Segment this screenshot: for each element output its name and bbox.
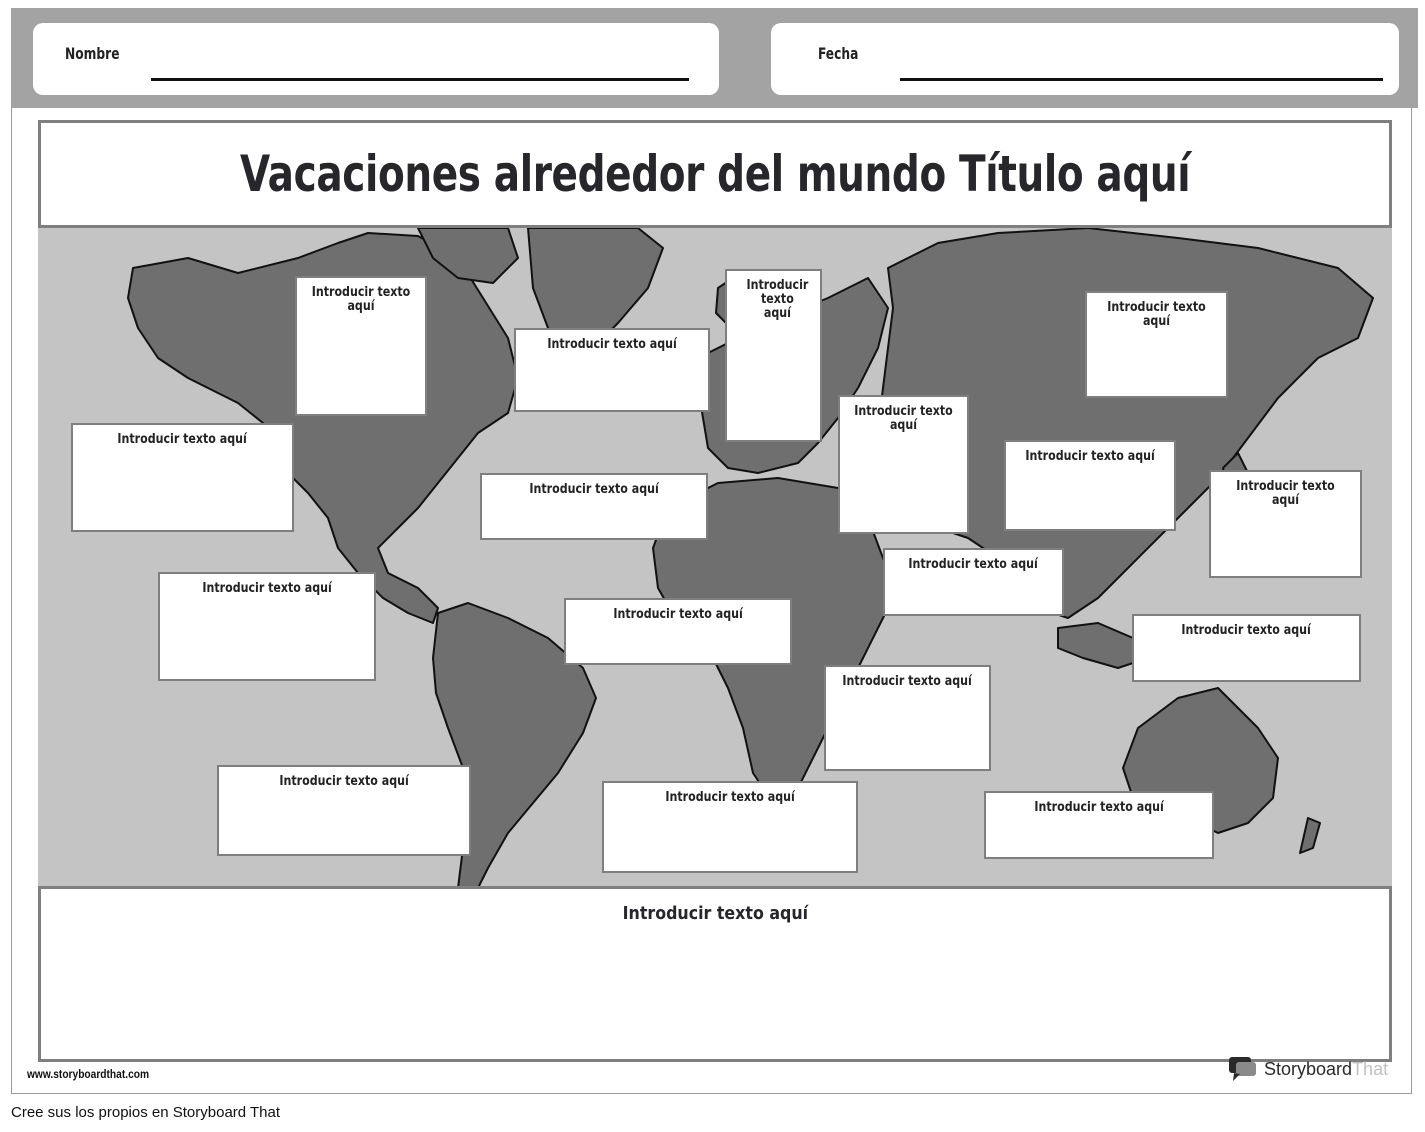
text-card[interactable] xyxy=(883,548,1064,616)
name-input-line[interactable] xyxy=(151,78,689,81)
card-text: Introducir texto aquí xyxy=(1236,479,1335,508)
date-label: Fecha xyxy=(818,44,859,63)
card-text: Introducir texto aquí xyxy=(842,674,973,689)
text-card[interactable] xyxy=(1085,291,1228,398)
card-text: Introducir texto aquí xyxy=(202,581,332,596)
card-text: Introducir texto aquí xyxy=(311,285,411,314)
text-card[interactable] xyxy=(158,572,376,681)
text-card[interactable] xyxy=(602,781,858,873)
card-text: Introducir texto aquí xyxy=(279,774,409,789)
text-card[interactable] xyxy=(514,328,710,412)
card-text: Introducir texto aquí xyxy=(117,432,248,447)
card-text: Introducir texto aquí xyxy=(529,482,659,497)
text-card[interactable] xyxy=(564,598,792,665)
name-label: Nombre xyxy=(65,44,120,63)
card-text: Introducir texto aquí xyxy=(1181,623,1312,638)
text-card[interactable] xyxy=(217,765,471,856)
title-box[interactable] xyxy=(38,120,1392,228)
text-card[interactable] xyxy=(1004,440,1176,531)
brand-name-part2: That xyxy=(1352,1058,1389,1079)
text-card[interactable] xyxy=(824,665,991,771)
card-text: Introducir texto aquí xyxy=(665,790,795,805)
text-card[interactable] xyxy=(838,395,969,534)
card-text: Introducir texto aquí xyxy=(547,337,677,352)
bottom-text-box[interactable] xyxy=(38,886,1392,1062)
card-text: Introducir texto aquí xyxy=(1034,800,1164,815)
date-field-box xyxy=(771,23,1399,95)
date-input-line[interactable] xyxy=(900,78,1383,81)
storyboardthat-logo xyxy=(1228,1056,1388,1082)
card-text: Introducir texto aquí xyxy=(1025,449,1155,464)
text-card[interactable] xyxy=(1209,470,1362,578)
site-url: www.storyboardthat.com xyxy=(27,1067,150,1081)
speech-bubble-icon xyxy=(1228,1056,1258,1082)
card-text: Introducir texto aquí xyxy=(908,557,1039,572)
text-card[interactable] xyxy=(295,276,427,416)
footer-text: Cree sus los propios en Storyboard That xyxy=(11,1104,281,1121)
name-field-box xyxy=(33,23,719,95)
brand-name-part1: Storyboard xyxy=(1264,1058,1353,1079)
page-title: Vacaciones alrededor del mundo Título aquí xyxy=(239,145,1191,203)
text-card[interactable] xyxy=(1132,614,1361,682)
text-card[interactable] xyxy=(71,423,294,532)
world-map xyxy=(38,228,1392,888)
card-text: Introducir texto aquí xyxy=(746,278,809,321)
new-zealand-shape xyxy=(1300,818,1320,853)
card-text: Introducir texto aquí xyxy=(613,607,743,622)
text-card[interactable] xyxy=(984,791,1214,859)
card-text: Introducir texto aquí xyxy=(1107,300,1206,329)
card-text: Introducir texto aquí xyxy=(854,404,953,433)
text-card[interactable] xyxy=(725,269,822,442)
text-card[interactable] xyxy=(480,473,708,540)
bottom-text: Introducir texto aquí xyxy=(622,903,808,924)
